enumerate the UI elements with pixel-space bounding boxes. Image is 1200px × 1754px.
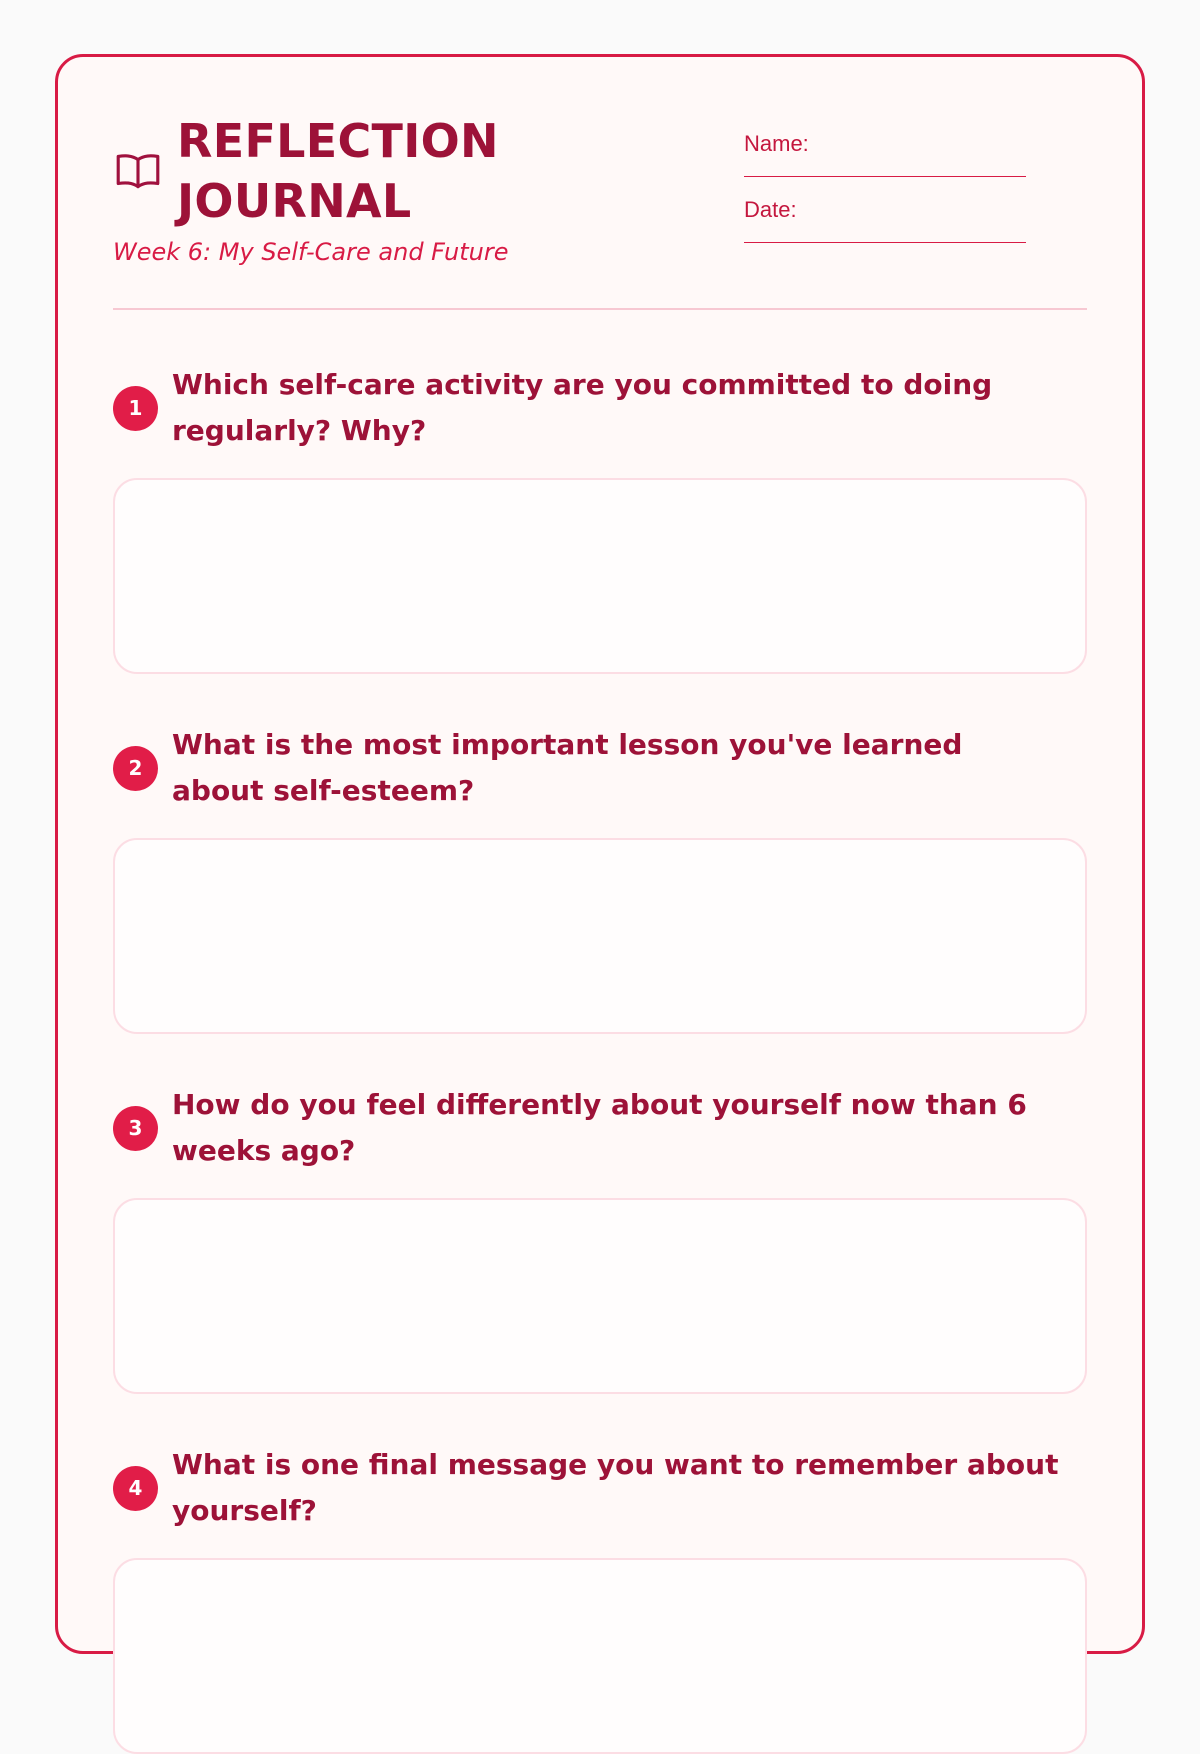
question-number-badge: 2 xyxy=(113,746,158,791)
journal-sheet xyxy=(55,54,1145,1654)
name-label: Name: xyxy=(744,131,809,156)
date-row xyxy=(744,195,1064,243)
question-header xyxy=(113,1082,1087,1174)
student-info xyxy=(744,129,1064,261)
question-number-badge: 4 xyxy=(113,1466,158,1511)
answer-box-2[interactable] xyxy=(113,838,1087,1034)
name-row xyxy=(744,129,1064,177)
question-header xyxy=(113,1442,1087,1534)
question-text: What is one final message you want to remember about yourself? xyxy=(172,1448,1059,1527)
question-header xyxy=(113,722,1087,814)
name-line[interactable] xyxy=(744,176,1026,177)
journal-header xyxy=(113,111,1087,267)
question-text: Which self-care activity are you committed to doing regularly? Why? xyxy=(172,368,993,447)
question-number-badge: 3 xyxy=(113,1106,158,1151)
date-label: Date: xyxy=(744,197,797,222)
question-4 xyxy=(113,1442,1087,1754)
question-header xyxy=(113,362,1087,454)
journal-subtitle: Week 6: My Self-Care and Future xyxy=(113,238,509,266)
question-1 xyxy=(113,362,1087,674)
answer-box-1[interactable] xyxy=(113,478,1087,674)
question-3 xyxy=(113,1082,1087,1394)
question-text: How do you feel differently about yourself now than 6 weeks ago? xyxy=(172,1088,1027,1167)
question-text: What is the most important lesson you've learned about self-esteem? xyxy=(172,728,963,807)
header-divider xyxy=(113,308,1087,310)
question-number-badge: 1 xyxy=(113,386,158,431)
book-icon xyxy=(113,146,163,196)
question-2 xyxy=(113,722,1087,1034)
answer-box-4[interactable] xyxy=(113,1558,1087,1754)
answer-box-3[interactable] xyxy=(113,1198,1087,1394)
journal-title: REFLECTION JOURNAL xyxy=(177,114,499,228)
date-line[interactable] xyxy=(744,242,1026,243)
